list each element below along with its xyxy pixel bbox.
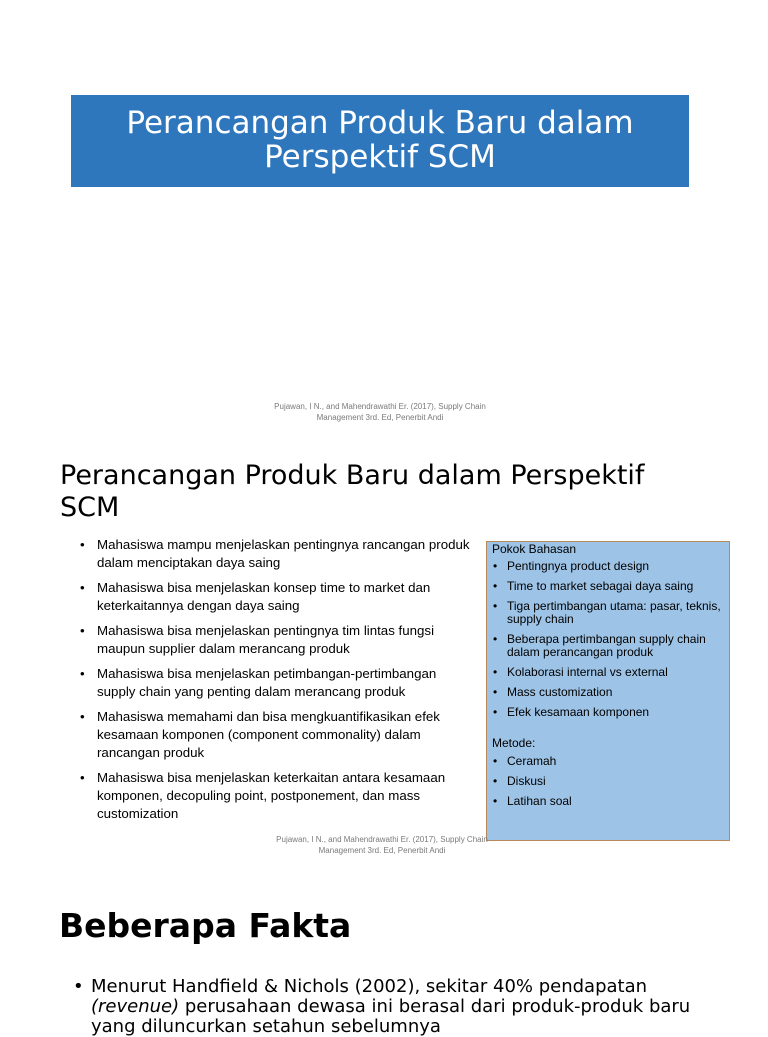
citation-line-2: Management 3rd. Ed, Penerbit Andi bbox=[318, 846, 446, 855]
fact-text-1: Menurut Handfield & Nichols (2002), sekitar 40% pendapatan bbox=[91, 976, 648, 997]
citation-line-1: Pujawan, I N., and Mahendrawathi Er. (2017), Supply Chain bbox=[274, 402, 486, 411]
objectives-list bbox=[80, 536, 475, 830]
heading-line-2: SCM bbox=[60, 492, 120, 523]
fact-item bbox=[73, 977, 713, 1037]
facts-list bbox=[73, 977, 713, 1037]
objective-item: • Mahasiswa bisa menjelaskan konsep time to market dan keterkaitannya dengan daya saing bbox=[80, 579, 475, 615]
method-heading: Metode: bbox=[492, 736, 536, 750]
slide-facts bbox=[0, 880, 768, 1037]
topic-item: • Tiga pertimbangan utama: pasar, teknis, supply chain bbox=[492, 600, 725, 626]
topic-item: • Pentingnya product design bbox=[492, 560, 725, 573]
objective-item: • Mahasiswa mampu menjelaskan pentingnya rancangan produk dalam menciptakan daya saing bbox=[80, 536, 475, 572]
heading-line-1: Perancangan Produk Baru dalam Perspektif bbox=[60, 460, 645, 491]
title-banner bbox=[71, 95, 689, 187]
objective-item: • Mahasiswa memahami dan bisa mengkuantifikasikan efek kesamaan komponen (component commonality) dalam rancangan produk bbox=[80, 708, 475, 761]
methods-list bbox=[492, 755, 725, 808]
topics-box bbox=[486, 541, 730, 841]
slide-objectives bbox=[0, 440, 768, 860]
topic-item: • Efek kesamaan komponen bbox=[492, 706, 725, 719]
title-line-1: Perancangan Produk Baru dalam bbox=[126, 105, 634, 141]
slide-heading bbox=[60, 460, 720, 524]
citation bbox=[232, 834, 532, 856]
topic-item: • Kolaborasi internal vs external bbox=[492, 666, 725, 679]
title-line-2: Perspektif SCM bbox=[264, 139, 496, 175]
objective-item: • Mahasiswa bisa menjelaskan pentingnya tim lintas fungsi maupun supplier dalam merancang produk bbox=[80, 622, 475, 658]
method-item: • Latihan soal bbox=[492, 795, 725, 808]
facts-heading: Beberapa Fakta bbox=[59, 906, 352, 945]
topic-item: • Beberapa pertimbangan supply chain dalam perancangan produk bbox=[492, 633, 725, 659]
citation-line-1: Pujawan, I N., and Mahendrawathi Er. (2017), Supply Chain bbox=[276, 835, 488, 844]
topics-list bbox=[492, 560, 725, 719]
objective-item: • Mahasiswa bisa menjelaskan petimbangan-pertimbangan supply chain yang penting dalam merancang produk bbox=[80, 665, 475, 701]
topic-item: • Time to market sebagai daya saing bbox=[492, 580, 725, 593]
citation-line-2: Management 3rd. Ed, Penerbit Andi bbox=[316, 413, 444, 422]
objective-item: • Mahasiswa bisa menjelaskan keterkaitan antara kesamaan komponen, decopuling point, postponement, dan mass customization bbox=[80, 769, 475, 822]
fact-italic: (revenue) bbox=[91, 996, 180, 1017]
method-item: • Diskusi bbox=[492, 775, 725, 788]
topics-heading: Pokok Bahasan bbox=[492, 542, 577, 556]
method-item: • Ceramah bbox=[492, 755, 725, 768]
fact-text-2: perusahaan dewasa ini berasal dari produk-produk baru yang diluncurkan setahun sebelumnya bbox=[91, 996, 691, 1037]
citation bbox=[230, 401, 530, 423]
topic-item: • Mass customization bbox=[492, 686, 725, 699]
slide-title bbox=[0, 0, 768, 440]
